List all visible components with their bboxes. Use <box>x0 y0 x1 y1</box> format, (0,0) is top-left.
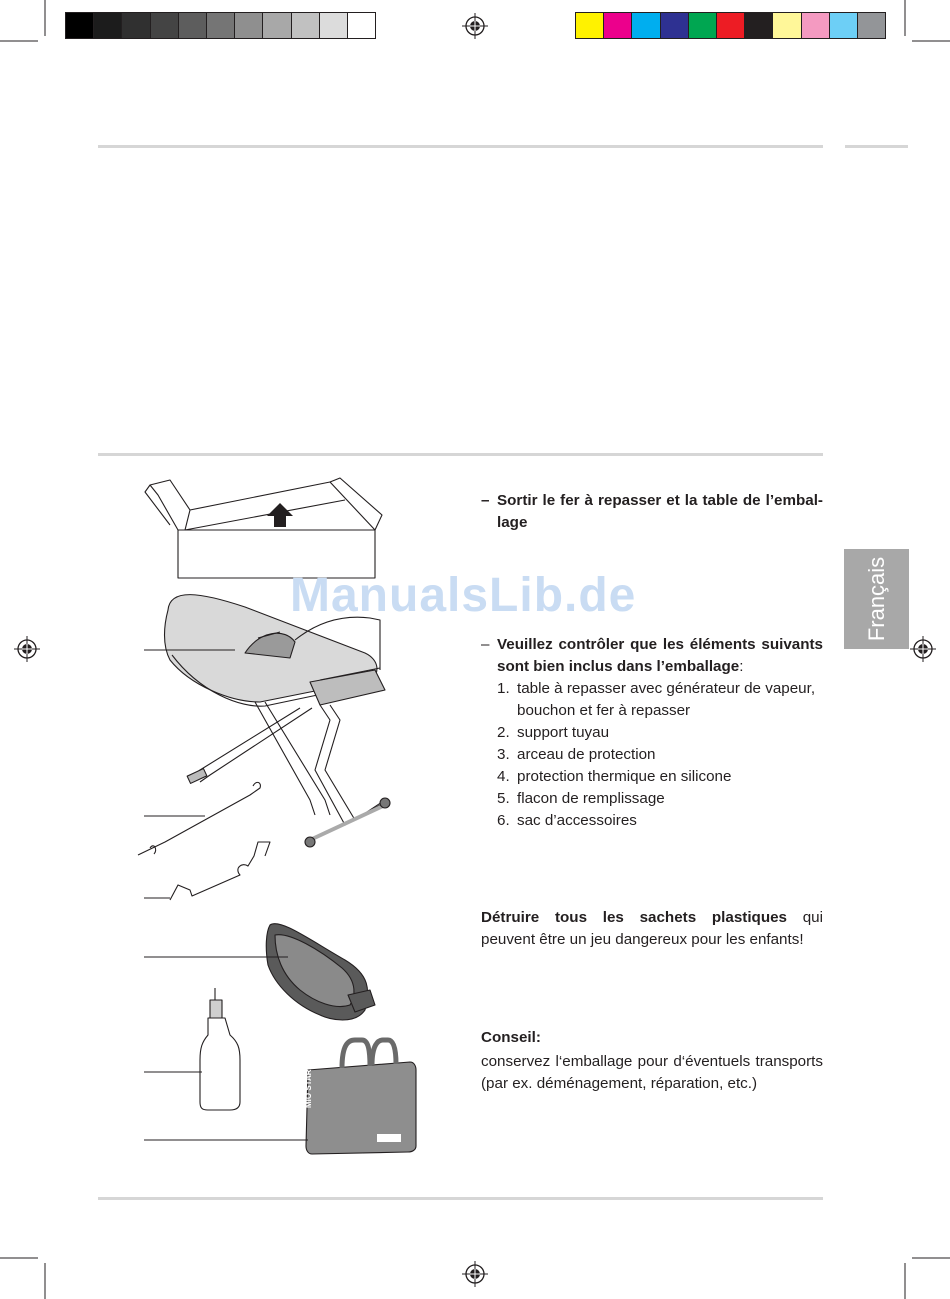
list-label: flacon de remplissage <box>517 790 665 807</box>
registration-mark-icon <box>14 636 40 662</box>
list-item <box>497 788 827 810</box>
list-label: arceau de protection <box>517 746 656 763</box>
color-swatch <box>717 13 745 38</box>
tip-text: conservez l‘emballage pour d‘éventuels transports (par ex. déménagement, réparation, etc.) <box>481 1053 823 1092</box>
color-swatch <box>773 13 801 38</box>
gray-calibration-bar <box>65 12 376 39</box>
gray-swatch <box>94 13 122 38</box>
color-swatch <box>689 13 717 38</box>
list-number: 2. <box>497 724 510 741</box>
list-item <box>497 810 827 832</box>
watermark: ManualsLib.de <box>290 569 637 622</box>
gray-swatch <box>292 13 320 38</box>
registration-mark-icon <box>462 1261 488 1287</box>
ironing-board-icon <box>165 595 391 847</box>
check-text: Veuillez contrôler que les éléments suivants sont bien inclus dans l’emballage <box>497 636 823 675</box>
gray-swatch <box>122 13 150 38</box>
color-swatch <box>604 13 632 38</box>
accessory-bag-icon <box>306 1040 416 1154</box>
list-number: 4. <box>497 768 510 785</box>
list-number: 5. <box>497 790 510 807</box>
parts-list <box>497 678 827 832</box>
gray-swatch <box>263 13 291 38</box>
color-swatch <box>661 13 689 38</box>
gray-swatch <box>66 13 94 38</box>
list-item <box>497 766 827 788</box>
language-tab-label: Français <box>863 556 889 642</box>
bag-brand-label: MIO STAR <box>304 1069 313 1108</box>
top-rule-margin <box>845 145 908 148</box>
list-item <box>497 678 827 722</box>
check-text-tail: : <box>739 658 744 675</box>
check-instruction <box>481 634 823 678</box>
color-swatch <box>830 13 858 38</box>
color-swatch <box>745 13 773 38</box>
unpack-text: Sortir le fer à repasser et la table de l’embal-lage <box>497 492 823 531</box>
tip-title: Conseil: <box>481 1029 541 1046</box>
color-calibration-bar <box>575 12 886 39</box>
list-label: sac d’accessoires <box>517 812 637 829</box>
gray-swatch <box>207 13 235 38</box>
list-label: table à repasser avec générateur de vapeur, bouchon et fer à repasser <box>517 680 816 719</box>
color-swatch <box>802 13 830 38</box>
color-swatch <box>576 13 604 38</box>
registration-mark-icon <box>462 13 488 39</box>
list-number: 3. <box>497 746 510 763</box>
warning-bold: Détruire tous les sachets plastiques <box>481 909 787 926</box>
warning-rest: qui peuvent être un jeu dangereux pour les enfants! <box>481 909 823 948</box>
hose-support-icon <box>138 782 260 855</box>
list-label: protection thermique en silicone <box>517 768 732 785</box>
gray-swatch <box>320 13 348 38</box>
list-item <box>497 722 827 744</box>
list-label: support tuyau <box>517 724 610 741</box>
plastic-bag-warning <box>481 907 823 951</box>
filling-bottle-icon <box>200 988 240 1110</box>
gray-swatch <box>235 13 263 38</box>
registration-mark-icon <box>910 636 936 662</box>
list-item <box>497 744 827 766</box>
top-rule <box>98 145 823 148</box>
gray-swatch <box>348 13 375 38</box>
dash-bullet: – <box>481 492 490 509</box>
section-rule <box>98 453 823 456</box>
color-swatch <box>858 13 885 38</box>
gray-swatch <box>151 13 179 38</box>
gray-swatch <box>179 13 207 38</box>
bottom-rule <box>98 1197 823 1200</box>
dash-bullet: – <box>481 636 490 653</box>
unpack-instruction <box>481 490 823 534</box>
arrow-up-icon <box>267 503 293 527</box>
silicone-protection-icon <box>266 924 375 1020</box>
list-number: 1. <box>497 680 510 697</box>
protection-arc-icon <box>170 842 270 900</box>
language-tab <box>844 549 909 649</box>
list-number: 6. <box>497 812 510 829</box>
box-icon <box>145 478 382 578</box>
color-swatch <box>632 13 660 38</box>
